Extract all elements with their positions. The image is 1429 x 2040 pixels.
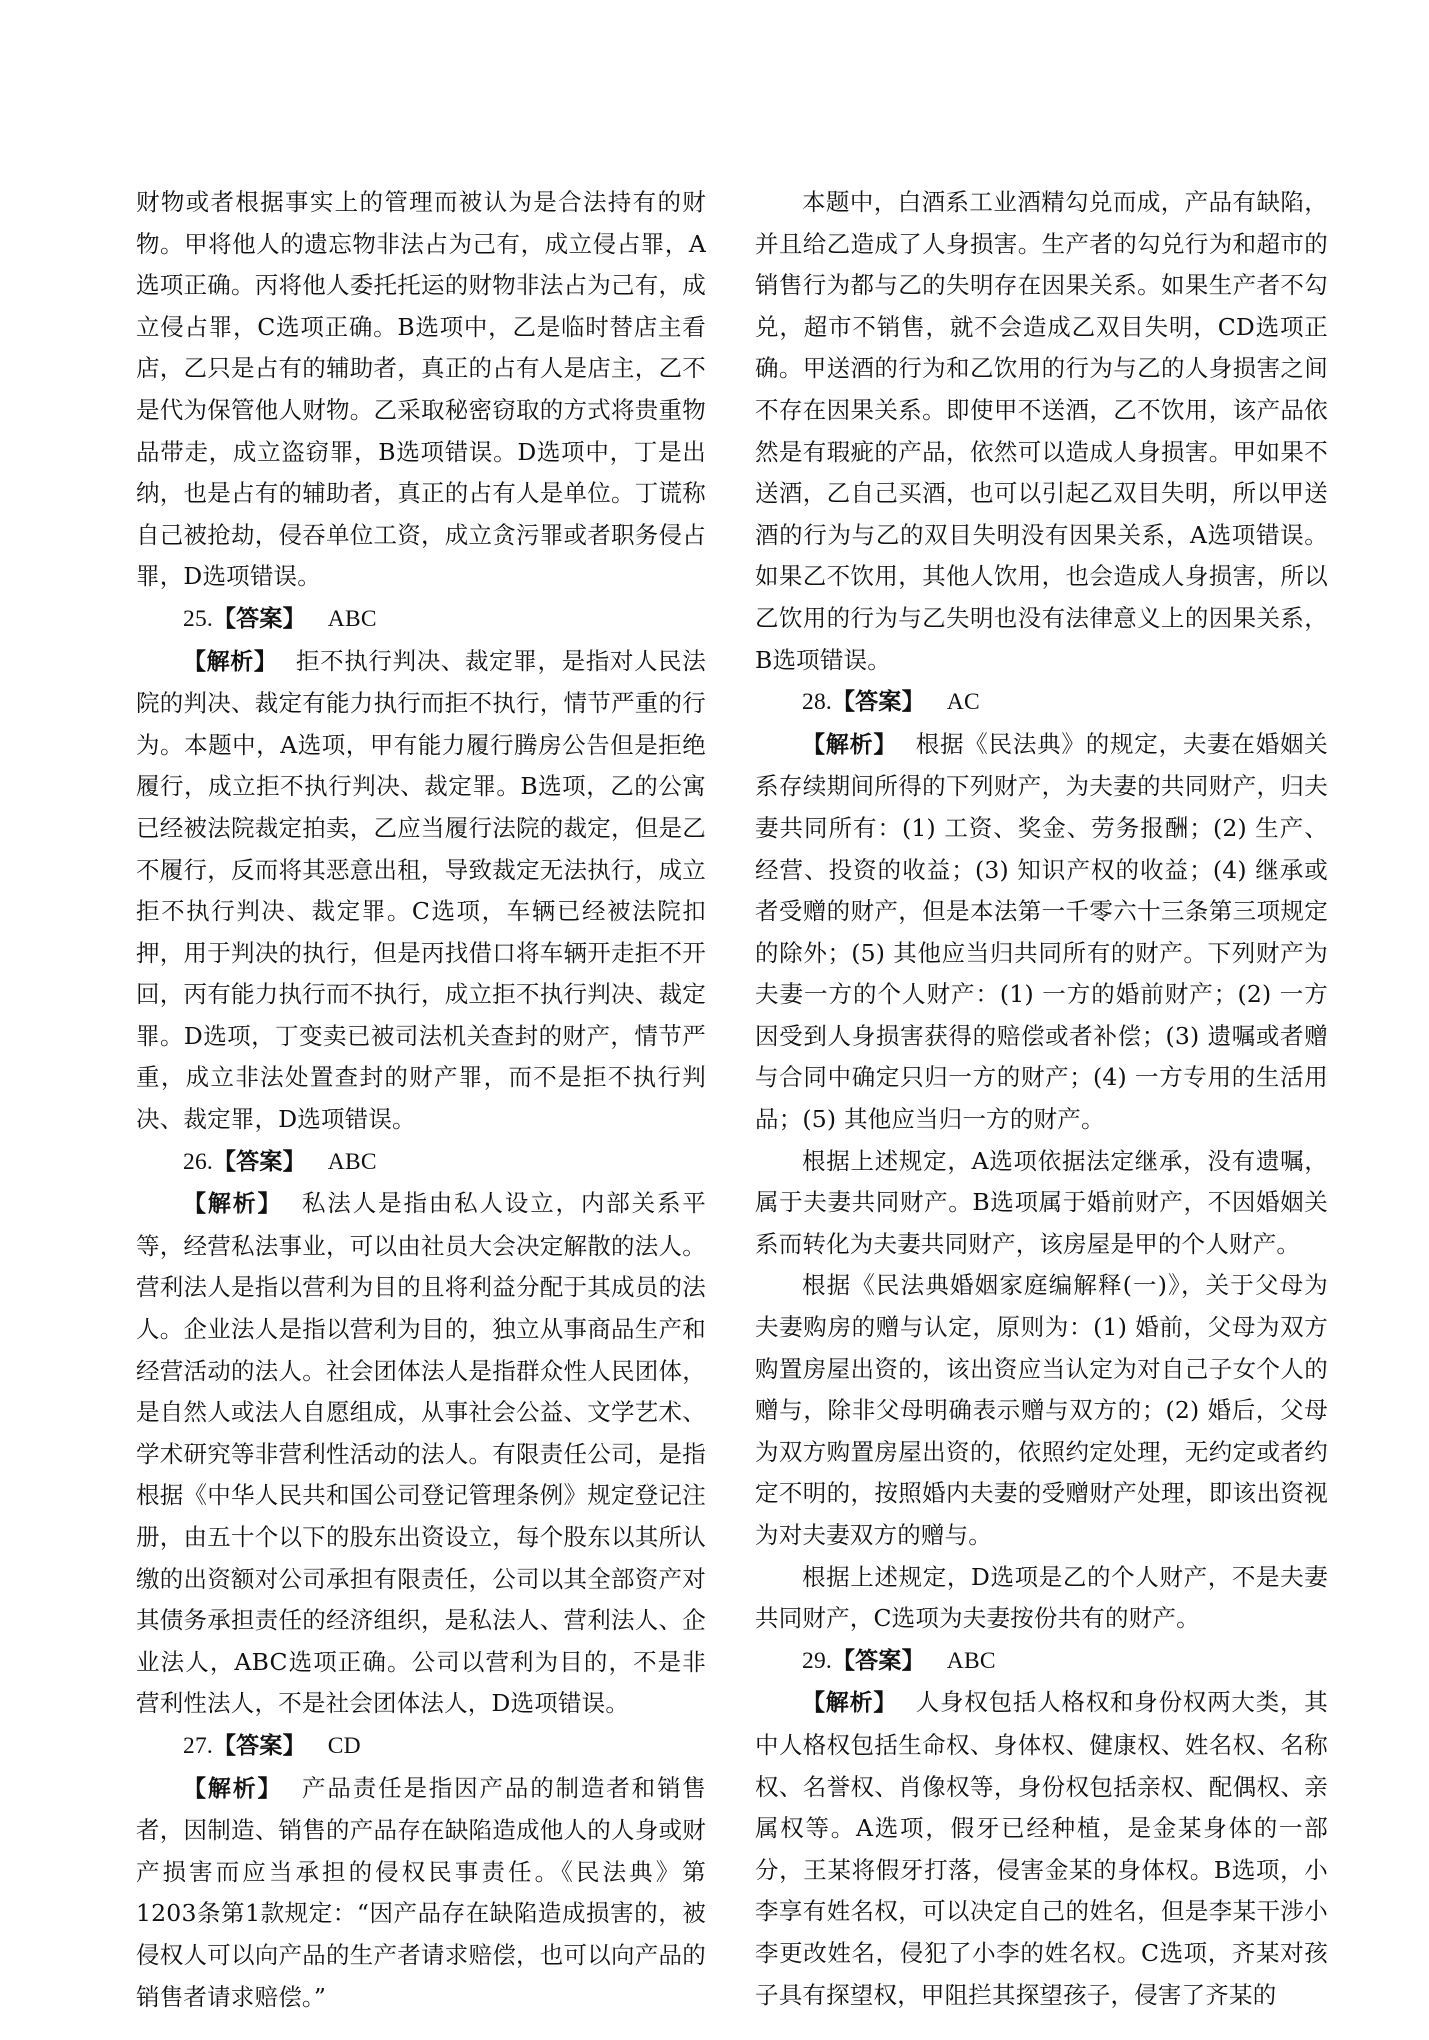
analysis-tag: 【解析】 [183,648,278,675]
question-number: 25. [183,605,213,632]
analysis-tag: 【解析】 [183,1775,283,1802]
answer-line-28 [755,681,1328,724]
answer-tag: 【答案】 [831,1647,925,1674]
analysis-paragraph-25 [136,641,706,1141]
left-column [136,182,706,2018]
right-column [755,182,1328,2016]
analysis-paragraph-26 [136,1183,706,1725]
analysis-text: 产品责任是指因产品的制造者和销售者，因制造、销售的产品存在缺陷造成他人的人身或财产损害而应当承担的侵权民事责任。《民法典》第1203条第1款规定：“因产品存在缺陷造成损害的，被侵权人可以向产品的生产者请求赔偿，也可以向产品的销售者请求赔偿。” [136,1773,706,2011]
analysis-paragraph-27 [136,1768,706,2019]
answer-tag: 【答案】 [212,1732,306,1759]
analysis-paragraph-29 [755,1682,1328,2016]
analysis-text: 拒不执行判决、裁定罪，是指对人民法院的判决、裁定有能力执行而拒不执行，情节严重的行为。本题中，A选项，甲有能力履行腾房公告但是拒绝履行，成立拒不执行判决、裁定罪。B选项，乙的公寓已经被法院裁定拍卖，乙应当履行法院的裁定，但是乙不履行，反而将其恶意出租，导致裁定无法执行，成立拒不执行判决、裁定罪。C选项，车辆已经被法院扣押，用于判决的执行，但是丙找借口将车辆开走拒不开回，丙有能力执行而不执行，成立拒不执行判决、裁定罪。D选项，丁变卖已被司法机关查封的财产，情节严重，成立非法处置查封的财产罪，而不是拒不执行判决、裁定罪，D选项错误。 [136,646,706,1134]
analysis-tag: 【解析】 [802,1690,898,1717]
answer-tag: 【答案】 [212,1148,306,1175]
answer-line-29 [755,1640,1328,1683]
question-number: 28. [802,689,832,716]
analysis-text: 人身权包括人格权和身份权两大类，其中人格权包括生命权、身体权、健康权、姓名权、名称权、名誉权、肖像权等，身份权包括亲权、配偶权、亲属权等。A选项，假牙已经种植，是金某身体的一部分，王某将假牙打落，侵害金某的身体权。B选项，小李享有姓名权，可以决定自己的姓名，但是李某干涉小李更改姓名，侵犯了小李的姓名权。C选项，齐某对孩子具有探望权，甲阻拦其探望孩子，侵害了齐某的 [755,1688,1328,2009]
answer-line-27 [136,1725,706,1768]
paragraph-28-c: 根据《民法典婚姻家庭编解释(一)》，关于父母为夫妻购房的赠与认定，原则为：(1) 婚前，父母为双方购置房屋出资的，该出资应当认定为对自己子女个人的赠与，除非父母明确表示赠与双方的；(2) 婚后，父母为双方购置房屋出资的，依照约定处理，无约定或者约定不明的，按照婚内夫妻的受赠财产处理，即该出资视为对夫妻双方的赠与。 [755,1271,1328,1549]
analysis-tag: 【解析】 [183,1191,283,1218]
question-number: 29. [802,1647,832,1674]
answer-value: ABC [946,1647,996,1674]
answer-line-25 [136,598,706,641]
paragraph-28-d: 根据上述规定，D选项是乙的个人财产，不是夫妻共同财产，C选项为夫妻按份共有的财产。 [755,1562,1328,1633]
answer-tag: 【答案】 [831,689,925,716]
paragraph-27-continued: 本题中，白酒系工业酒精勾兑而成，产品有缺陷，并且给乙造成了人身损害。生产者的勾兑行为和超市的销售行为都与乙的失明存在因果关系。如果生产者不勾兑，超市不销售，就不会造成乙双目失明，CD选项正确。甲送酒的行为和乙饮用的行为与乙的人身损害之间不存在因果关系。即使甲不送酒，乙不饮用，该产品依然是有瑕疵的产品，依然可以造成人身损害。甲如果不送酒，乙自己买酒，也可以引起乙双目失明，所以甲送酒的行为与乙的双目失明没有因果关系，A选项错误。如果乙不饮用，其他人饮用，也会造成人身损害，所以乙饮用的行为与乙失明也没有法律意义上的因果关系，B选项错误。 [755,188,1328,674]
analysis-paragraph-28 [755,724,1328,1141]
answer-value: CD [327,1732,361,1759]
answer-line-26 [136,1141,706,1184]
analysis-text: 私法人是指由私人设立，内部关系平等，经营私法事业，可以由社员大会决定解散的法人。营利法人是指以营利为目的且将利益分配于其成员的法人。企业法人是指以营利为目的，独立从事商品生产和经营活动的法人。社会团体法人是指群众性人民团体，是自然人或法人自愿组成，从事社会公益、文学艺术、学术研究等非营利性活动的法人。有限责任公司，是指根据《中华人民共和国公司登记管理条例》规定登记注册，由五十个以下的股东出资设立，每个股东以其所认缴的出资额对公司承担有限责任，公司以其全部资产对其债务承担责任的经济组织，是私法人、营利法人、企业法人，ABC选项正确。公司以营利为目的，不是非营利性法人，不是社会团体法人，D选项错误。 [136,1189,706,1718]
answer-value: ABC [327,605,377,632]
answer-tag: 【答案】 [212,605,306,632]
analysis-tag: 【解析】 [802,731,898,758]
paragraph-28-b: 根据上述规定，A选项依据法定继承，没有遗嘱，属于夫妻共同财产。B选项属于婚前财产，不因婚姻关系而转化为夫妻共同财产，该房屋是甲的个人财产。 [755,1146,1328,1258]
analysis-text: 根据《民法典》的规定，夫妻在婚姻关系存续期间所得的下列财产，为夫妻的共同财产，归夫妻共同所有：(1) 工资、奖金、劳务报酬；(2) 生产、经营、投资的收益；(3) 知识产权的收益；(4) 继承或者受赠的财产，但是本法第一千零六十三条第三项规定的除外；(5) 其他应当归共同所有的财产。下列财产为夫妻一方的个人财产：(1) 一方的婚前财产；(2) 一方因受到人身损害获得的赔偿或者补偿；(3) 遗嘱或者赠与合同中确定只归一方的财产；(4) 一方专用的生活用品；(5) 其他应当归一方的财产。 [755,729,1328,1134]
question-number: 27. [183,1732,213,1759]
paragraph-continuation: 财物或者根据事实上的管理而被认为是合法持有的财物。甲将他人的遗忘物非法占为己有，成立侵占罪，A选项正确。丙将他人委托托运的财物非法占为己有，成立侵占罪，C选项正确。B选项中，乙是临时替店主看店，乙只是占有的辅助者，真正的占有人是店主，乙不是代为保管他人财物。乙采取秘密窃取的方式将贵重物品带走，成立盗窃罪，B选项错误。D选项中，丁是出纳，也是占有的辅助者，真正的占有人是单位。丁谎称自己被抢劫，侵吞单位工资，成立贪污罪或者职务侵占罪，D选项错误。 [136,188,706,591]
question-number: 26. [183,1148,213,1175]
answer-value: ABC [327,1148,377,1175]
answer-value: AC [946,689,980,716]
